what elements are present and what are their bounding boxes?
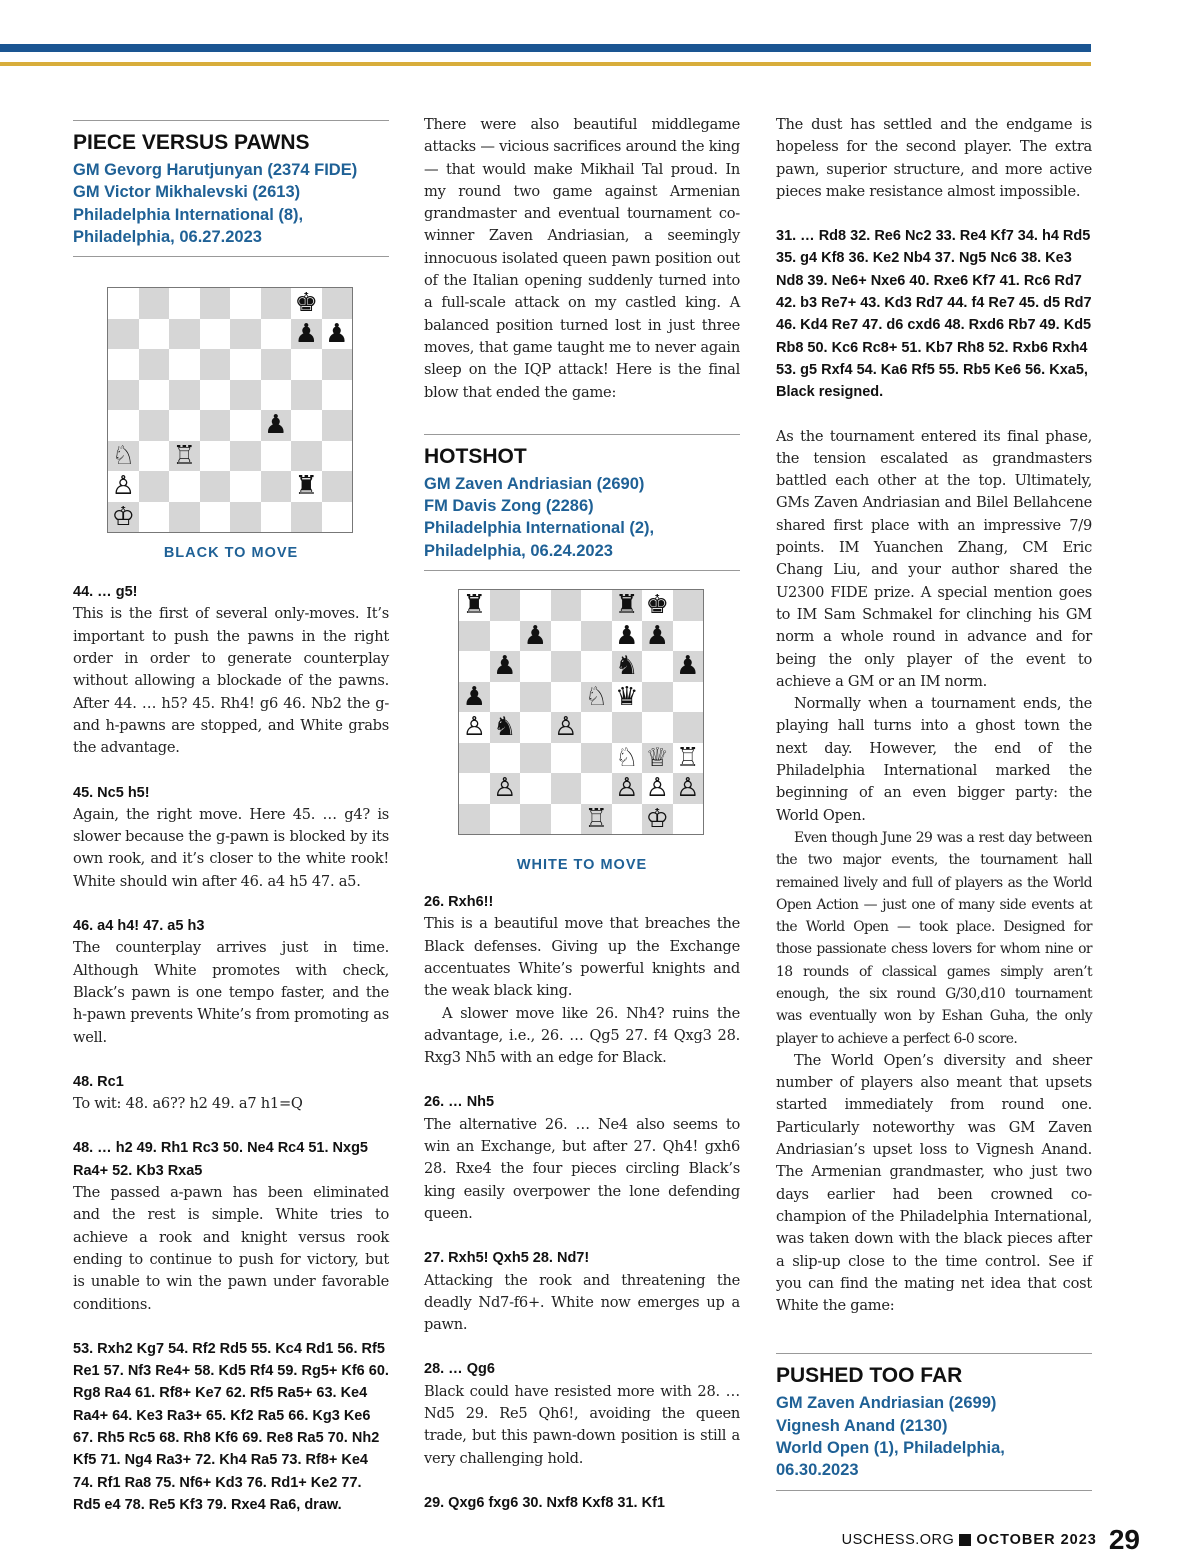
board-square	[139, 288, 170, 319]
moves-text: 27. Rxh5! Qxh5 28. Nd7!	[424, 1250, 590, 1267]
board-square	[291, 441, 322, 472]
column-2	[424, 114, 740, 1514]
board-square	[139, 349, 170, 380]
black-player: Vignesh Anand (2130)	[776, 1416, 948, 1435]
board-square	[261, 349, 292, 380]
board-square	[612, 804, 643, 835]
moves-text: 26. Rxh6!!	[424, 894, 494, 911]
board-square	[200, 349, 231, 380]
moves-text: 26. … Nh5	[424, 1094, 495, 1111]
board-square	[169, 471, 200, 502]
board-square	[520, 773, 551, 804]
white-rook-icon: ♖	[581, 804, 612, 835]
board-square	[261, 380, 292, 411]
board-square	[673, 682, 704, 713]
board-square	[322, 288, 353, 319]
separator-square	[959, 1534, 971, 1546]
black-pawn-icon: ♟	[612, 621, 643, 652]
moves-text: 48. … h2 49. Rh1 Rc3 50. Ne4 Rc4 51. Nxg5 Ra4+ 52. Kb3 Rxa5	[73, 1140, 368, 1179]
board-square	[108, 410, 139, 441]
board-square	[490, 743, 521, 774]
board-square	[230, 471, 261, 502]
board-square	[642, 651, 673, 682]
moves-text: 31. … Rd8 32. Re6 Nc2 33. Re4 Kf7 34. h4 Rd5 35. g4 Kf8 36. Ke2 Nb4 37. Ng5 Nc6 38. Ke3 Nd8 39. Ne6+ Nxe6 40. Rxe6 Kf7 41. Rc6 Rd7 42. b3 Re7+ 43. Kd3 Rd7 44. f4 Re7 45. d5 Rd7 46. Kd4 Re7 47. d6 cxd6 48. Rxd6 Rb7 49. Kd5 Rb8 50. Kc6 Rc8+ 51. Kb7 Rh8 52. Rxb6 Rxh4 53. g5 Rxf4 54. Ka6 Rf5 55. Rb5 Ke6 56. Kxa5, Black resigned.	[776, 228, 1092, 401]
black-pawn-icon: ♟	[673, 651, 704, 682]
column-3	[776, 114, 1092, 1491]
white-pawn-icon: ♙	[551, 712, 582, 743]
event-place-date: Philadelphia, 06.27.2023	[73, 227, 262, 246]
white-king-icon: ♔	[108, 502, 139, 533]
board-square	[230, 349, 261, 380]
board-square	[520, 712, 551, 743]
black-king-icon: ♚	[291, 288, 322, 319]
board-square	[108, 319, 139, 350]
black-pawn-icon: ♟	[642, 621, 673, 652]
board-square	[551, 590, 582, 621]
white-rook-icon: ♖	[673, 743, 704, 774]
black-rook-icon: ♜	[612, 590, 643, 621]
annotation: The passed a-pawn has been eliminated and the rest is simple. White tries to achieve a rook and knight versus rook ending to continue to push for victory, but is unable to win the pawn under favorable conditions.	[73, 1184, 389, 1313]
board-square	[108, 288, 139, 319]
board-square	[139, 380, 170, 411]
board-square	[230, 319, 261, 350]
board-square	[322, 410, 353, 441]
black-rook-icon: ♜	[459, 590, 490, 621]
board-square	[581, 621, 612, 652]
board-square	[322, 349, 353, 380]
board-square	[169, 349, 200, 380]
page-footer	[820, 1520, 1140, 1560]
board-square	[291, 502, 322, 533]
board-square	[169, 288, 200, 319]
black-pawn-icon: ♟	[322, 319, 353, 350]
annotation: This is a beautiful move that breaches the Black defenses. Giving up the Exchange accentuates White’s powerful knights and the weak black king.	[424, 915, 740, 1000]
board-square	[459, 651, 490, 682]
annotation: Again, the right move. Here 45. … g4? is slower because the g-pawn is blocked by its own rook, and it’s closer to the white rook! White should win after 46. a4 h5 47. a5.	[73, 805, 389, 890]
board-square	[261, 319, 292, 350]
white-king-icon: ♔	[642, 804, 673, 835]
white-pawn-icon: ♙	[673, 773, 704, 804]
moves-text: 29. Qxg6 fxg6 30. Nxf8 Kxf8 31. Kf1	[424, 1494, 665, 1511]
board-square	[581, 590, 612, 621]
board-square	[490, 682, 521, 713]
board-square	[291, 410, 322, 441]
black-pawn-icon: ♟	[520, 621, 551, 652]
annotation: The counterplay arrives just in time. Although White promotes with check, Black’s pawn is one tempo faster, and the h-pawn prevents White’s from promoting as well.	[73, 939, 389, 1046]
board-square	[551, 621, 582, 652]
game-title: HOTSHOT	[424, 444, 527, 468]
page-number: 29	[1108, 1524, 1140, 1555]
board-square	[551, 682, 582, 713]
black-knight-icon: ♞	[612, 651, 643, 682]
game-title: PIECE VERSUS PAWNS	[73, 131, 310, 154]
black-pawn-icon: ♟	[291, 319, 322, 350]
white-pawn-icon: ♙	[108, 471, 139, 502]
board-square	[261, 502, 292, 533]
board-square	[261, 288, 292, 319]
white-player: GM Gevorg Harutjunyan (2374 FIDE)	[73, 161, 358, 179]
board-square	[551, 804, 582, 835]
board-square	[642, 712, 673, 743]
board-square	[291, 349, 322, 380]
intro-paragraph: There were also beautiful middlegame attacks — vicious sacrifices around the king — that would make Mikhail Tal proud. In my round two game against Armenian grandmaster and eventual tournament co-winner Zaven Andriasian, a seemingly innocuous isolated queen pawn position out of the Italian opening suddenly turned into a full-scale attack on my castled king. A balanced position turned lost in just three moves, that game taught me to never again sleep on the IQP attack! Here is the final blow that ended the game:	[424, 116, 740, 401]
black-pawn-icon: ♟	[490, 651, 521, 682]
game-header	[776, 1392, 1092, 1481]
white-pawn-icon: ♙	[490, 773, 521, 804]
board-square	[459, 621, 490, 652]
board-square	[490, 621, 521, 652]
annotation: This is the first of several only-moves. It’s important to push the pawns in the right order in order to generate counterplay without allowing a blockade of the pawns. After 44. … h5? 45. Rh4! g6 46. Nb2 the g- and h-pawns are stopped, and White grabs the advantage.	[73, 605, 389, 757]
paragraph: Normally when a tournament ends, the playing hall turns into a ghost town the next day. However, the end of the Philadelphia International marked the beginning of an even bigger party: the World Open.	[776, 695, 1092, 824]
board-square	[581, 743, 612, 774]
board-square	[169, 502, 200, 533]
board-square	[108, 349, 139, 380]
black-king-icon: ♚	[642, 590, 673, 621]
white-player: GM Zaven Andriasian (2699)	[776, 1394, 997, 1413]
board-square	[139, 471, 170, 502]
game-header	[73, 159, 389, 248]
board-square	[322, 502, 353, 533]
black-queen-icon: ♛	[612, 682, 643, 713]
board-square	[490, 804, 521, 835]
board-square	[322, 380, 353, 411]
board-square	[200, 441, 231, 472]
top-gold-rule	[0, 62, 1091, 66]
black-pawn-icon: ♟	[261, 410, 292, 441]
annotation: The alternative 26. … Ne4 also seems to win an Exchange, but after 27. Qh4! gxh6 28. Rxe4 the four pieces circling Black’s king easily overpower the lone defending queen.	[424, 1115, 740, 1222]
board-square	[200, 319, 231, 350]
board-square	[642, 682, 673, 713]
board-square	[459, 804, 490, 835]
board-square	[169, 380, 200, 411]
white-pawn-icon: ♙	[642, 773, 673, 804]
black-pawn-icon: ♟	[459, 682, 490, 713]
moves-text: 53. Rxh2 Kg7 54. Rf2 Rd5 55. Kc4 Rd1 56. Rf5 Re1 57. Nf3 Re4+ 58. Kd5 Rf4 59. Rg5+ Kf6 60. Rg8 Ra4 61. Rf8+ Ke7 62. Rf5 Ra5+ 63. Ke4 Ra4+ 64. Ke3 Ra3+ 65. Kf2 Ra5 66. Kg3 Ke6 67. Rh5 Rc5 68. Rh8 Kf6 69. Re8 Ra5 70. Nh2 Kf5 71. Ng4 Ra3+ 72. Kh4 Ra5 73. Rf8+ Ke4 74. Rf1 Ra8 75. Nf6+ Kd3 76. Rd1+ Ke2 77. Rd5 e4 78. Re5 Kf3 79. Rxe4 Ra6, draw.	[73, 1340, 389, 1513]
board-square	[322, 441, 353, 472]
board-square	[139, 502, 170, 533]
annotation: Attacking the rook and threatening the deadly Nd7-f6+. White now emerges up a pawn.	[424, 1271, 740, 1334]
game-header	[424, 473, 740, 562]
board-square	[673, 590, 704, 621]
board-square	[581, 651, 612, 682]
board-square	[322, 471, 353, 502]
moves-text: 44. … g5!	[73, 584, 138, 601]
white-knight-icon: ♘	[581, 682, 612, 713]
board-square	[200, 288, 231, 319]
board-square	[551, 773, 582, 804]
board-square	[230, 441, 261, 472]
board-square	[673, 621, 704, 652]
board-square	[520, 743, 551, 774]
board-square	[139, 441, 170, 472]
board-square	[520, 590, 551, 621]
board-square	[230, 288, 261, 319]
board-square	[459, 773, 490, 804]
chess-board	[107, 287, 353, 533]
annotation: To wit: 48. a6?? h2 49. a7 h1=Q	[73, 1095, 303, 1113]
board-square	[230, 502, 261, 533]
black-player: FM Davis Zong (2286)	[424, 497, 594, 516]
annotation: A slower move like 26. Nh4? ruins the advantage, i.e., 26. … Qg5 27. f4 Qxg3 28. Rxg3 Nh5 with an edge for Black.	[424, 1004, 740, 1067]
board-square	[230, 410, 261, 441]
board-square	[169, 319, 200, 350]
board-square	[581, 773, 612, 804]
annotation: Black could have resisted more with 28. … Nd5 29. Re5 Qh6!, avoiding the queen trade, but this pawn-down position is still a very challenging hold.	[424, 1382, 740, 1467]
column-1	[73, 114, 389, 1516]
white-pawn-icon: ♙	[612, 773, 643, 804]
board-square	[612, 712, 643, 743]
diagram-caption: BLACK TO MOVE	[163, 545, 299, 562]
moves-text: 48. Rc1	[73, 1073, 124, 1090]
board-square	[581, 712, 612, 743]
paragraph: As the tournament entered its final phase, the tension escalated as grandmasters battled each other at the top. Ultimately, GMs Zaven Andriasian and Bilel Bellahcene shared first place with an impressive 7/9 points. IM Yuanchen Zhang, CM Eric Chang Liu, and your author shared the U2300 FIDE prize. A special mention goes to IM Sam Schmakel for clinching his GM norm a whole round in advance and for being the only player of the event to achieve a GM or an IM norm.	[776, 427, 1092, 690]
event-name: World Open (1), Philadelphia,	[776, 1439, 1005, 1458]
board-square	[200, 502, 231, 533]
event-place-date: Philadelphia, 06.24.2023	[424, 541, 613, 560]
board-square	[200, 471, 231, 502]
board-square	[230, 380, 261, 411]
site-name: USCHESS.ORG	[841, 1532, 955, 1548]
chess-diagram	[458, 589, 740, 835]
board-square	[108, 380, 139, 411]
black-knight-icon: ♞	[490, 712, 521, 743]
board-square	[139, 410, 170, 441]
board-square	[200, 380, 231, 411]
event-place-date: 06.30.2023	[776, 1461, 859, 1480]
paragraph: The dust has settled and the endgame is hopeless for the second player. The extra pawn, superior structure, and more active pieces make resistance almost impossible.	[776, 116, 1092, 200]
top-blue-rule	[0, 44, 1091, 52]
board-square	[139, 319, 170, 350]
white-knight-icon: ♘	[612, 743, 643, 774]
moves-text: 45. Nc5 h5!	[73, 784, 150, 801]
chess-board	[458, 589, 704, 835]
game-title: PUSHED TOO FAR	[776, 1364, 963, 1388]
white-player: GM Zaven Andriasian (2690)	[424, 474, 645, 493]
moves-text: 28. … Qg6	[424, 1361, 495, 1378]
board-square	[551, 651, 582, 682]
diagram-caption: WHITE TO MOVE	[516, 857, 648, 874]
board-square	[520, 804, 551, 835]
white-rook-icon: ♖	[169, 441, 200, 472]
event-name: Philadelphia International (8),	[73, 205, 304, 224]
board-square	[520, 682, 551, 713]
paragraph: Even though June 29 was a rest day between the two major events, the tournament hall remained lively and full of players as the World Open Action — just one of many side events at the World Open — took place. Designed for those passionate chess lovers for whom nine or 18 rounds of classical games simply aren’t enough, the six round G/30,d10 tournament was eventually won by Eshan Guha, the only player to achieve a perfect 6-0 score.	[776, 829, 1092, 1047]
board-square	[673, 804, 704, 835]
white-pawn-icon: ♙	[459, 712, 490, 743]
board-square	[520, 651, 551, 682]
white-knight-icon: ♘	[108, 441, 139, 472]
board-square	[551, 743, 582, 774]
paragraph: The World Open’s diversity and sheer number of players also meant that upsets started immediately from round one. Particularly noteworthy was GM Zaven Andriasian’s upset loss to Vignesh Anand. The Armenian grandmaster, who just two days earlier had been crowned co-champion of the Philadelphia International, was taken down with the black pieces after a slip-up close to the time control. See if you can find the mating net idea that cost White the game:	[776, 1051, 1092, 1315]
board-square	[459, 743, 490, 774]
board-square	[490, 590, 521, 621]
board-square	[261, 441, 292, 472]
board-square	[291, 380, 322, 411]
chess-diagram	[107, 287, 389, 533]
white-queen-icon: ♕	[642, 743, 673, 774]
board-square	[673, 712, 704, 743]
event-name: Philadelphia International (2),	[424, 519, 655, 538]
moves-text: 46. a4 h4! 47. a5 h3	[73, 918, 205, 935]
black-player: GM Victor Mikhalevski (2613)	[73, 183, 301, 202]
board-square	[169, 410, 200, 441]
board-square	[261, 471, 292, 502]
issue-month: OCTOBER 2023	[976, 1532, 1097, 1548]
board-square	[200, 410, 231, 441]
black-rook-icon: ♜	[291, 471, 322, 502]
